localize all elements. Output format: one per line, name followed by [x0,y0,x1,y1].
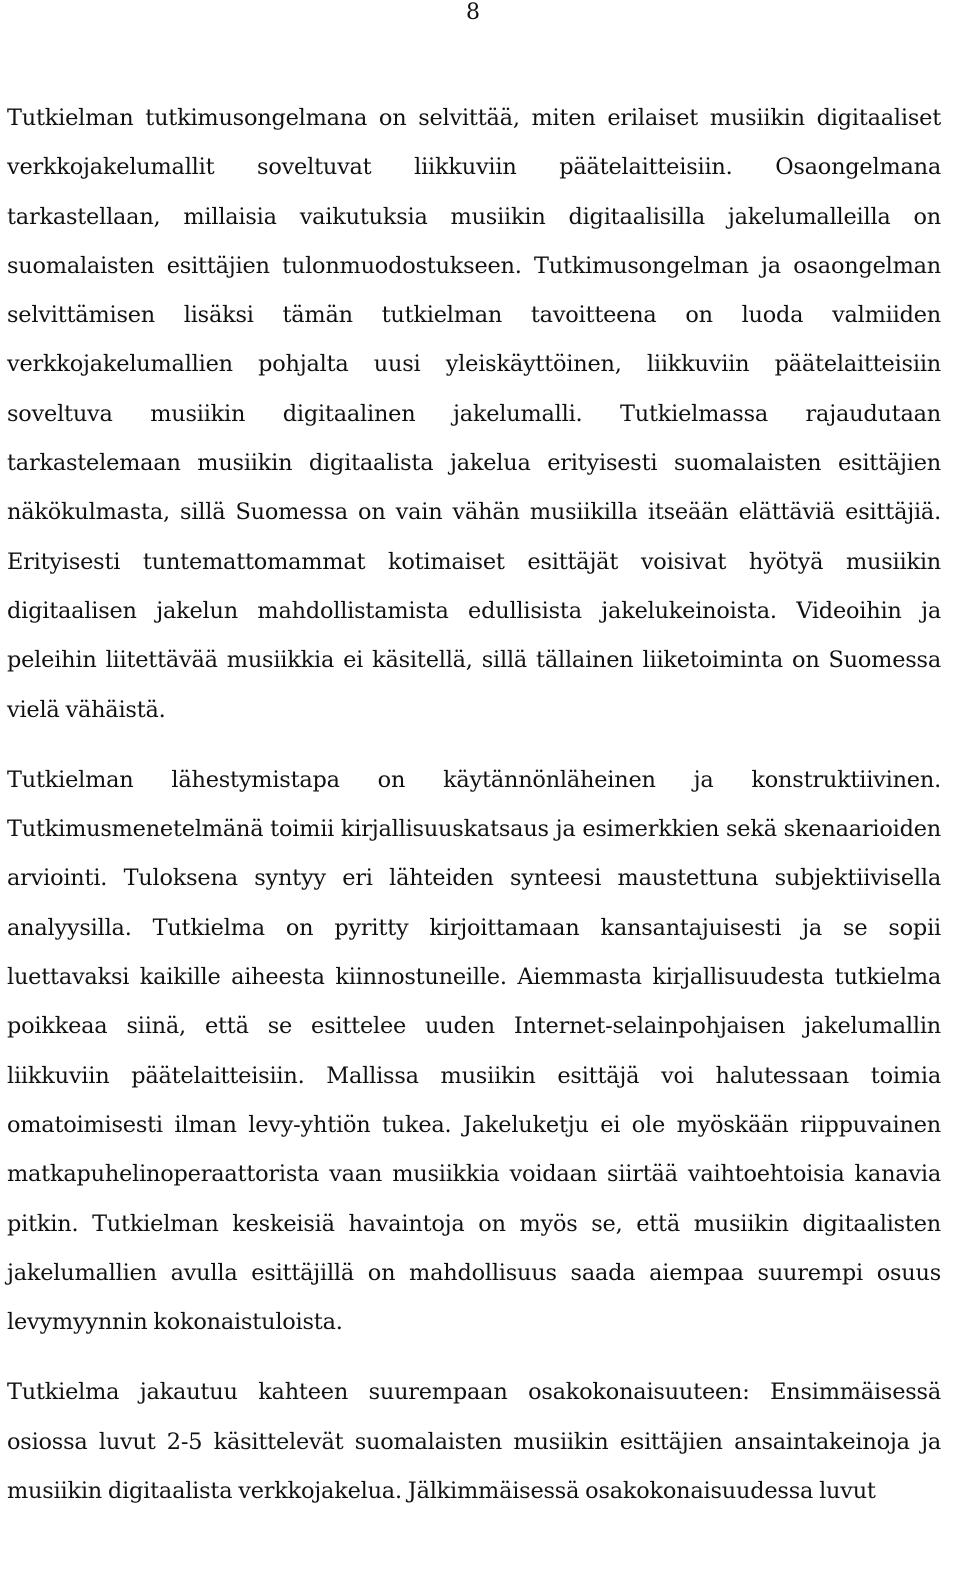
document-body [7,94,941,1516]
paragraph-research-problem: Tutkielman tutkimusongelmana on selvittää, miten erilaiset musiikin digitaaliset verkkojakelumallit soveltuvat liikkuviin päätelaitteisiin. Osaongelmana tarkastellaan, millaisia vaikutuksia musiikin digitaalisilla jakelumalleilla on suomalaisten esittäjien tulonmuodostukseen. Tutkimusongelman ja osaongelman selvittämisen lisäksi tämän tutkielman tavoitteena on luoda valmiiden verkkojakelumallien pohjalta uusi yleiskäyttöinen, liikkuviin päätelaitteisiin soveltuva musiikin digitaalinen jakelumalli. Tutkielmassa rajaudutaan tarkastelemaan musiikin digitaalista jakelua erityisesti suomalaisten esittäjien näkökulmasta, sillä Suomessa on vain vähän musiikilla itseään elättäviä esittäjiä. Erityisesti tuntemattomammat kotimaiset esittäjät voisivat hyötyä musiikin digitaalisen jakelun mahdollistamista edullisista jakelukeinoista. Videoihin ja peleihin liitettävää musiikkia ei käsitellä, sillä tällainen liiketoiminta on Suomessa vielä vähäistä. [7,105,941,723]
paragraph-structure: Tutkielma jakautuu kahteen suurempaan osakokonaisuuteen: Ensimmäisessä osiossa luvut 2-5 käsittelevät suomalaisten musiikin esittäjien ansaintakeinoja ja musiikin digitaalista verkkojakelua. Jälkimmäisessä osakokonaisuudessa luvut [7,1379,941,1505]
paragraph-approach: Tutkielman lähestymistapa on käytännönläheinen ja konstruktiivinen. Tutkimusmenetelmänä toimii kirjallisuuskatsaus ja esimerkkien sekä skenaarioiden arviointi. Tuloksena syntyy eri lähteiden synteesi maustettuna subjektiivisella analyysilla. Tutkielma on pyritty kirjoittamaan kansantajuisesti ja se sopii luettavaksi kaikille aiheesta kiinnostuneille. Aiemmasta kirjallisuudesta tutkielma poikkeaa siinä, että se esittelee uuden Internet-selainpohjaisen jakelumallin liikkuviin päätelaitteisiin. Mallissa musiikin esittäjä voi halutessaan toimia omatoimisesti ilman levy-yhtiön tukea. Jakeluketju ei ole myöskään riippuvainen matkapuhelinoperaattorista vaan musiikkia voidaan siirtää vaihtoehtoisia kanavia pitkin. Tutkielman keskeisiä havaintoja on myös se, että musiikin digitaalisten jakelumallien avulla esittäjillä on mahdollisuus saada aiempaa suurempi osuus levymyynnin kokonaistuloista. [7,766,941,1336]
page-number: 8 [466,0,480,25]
